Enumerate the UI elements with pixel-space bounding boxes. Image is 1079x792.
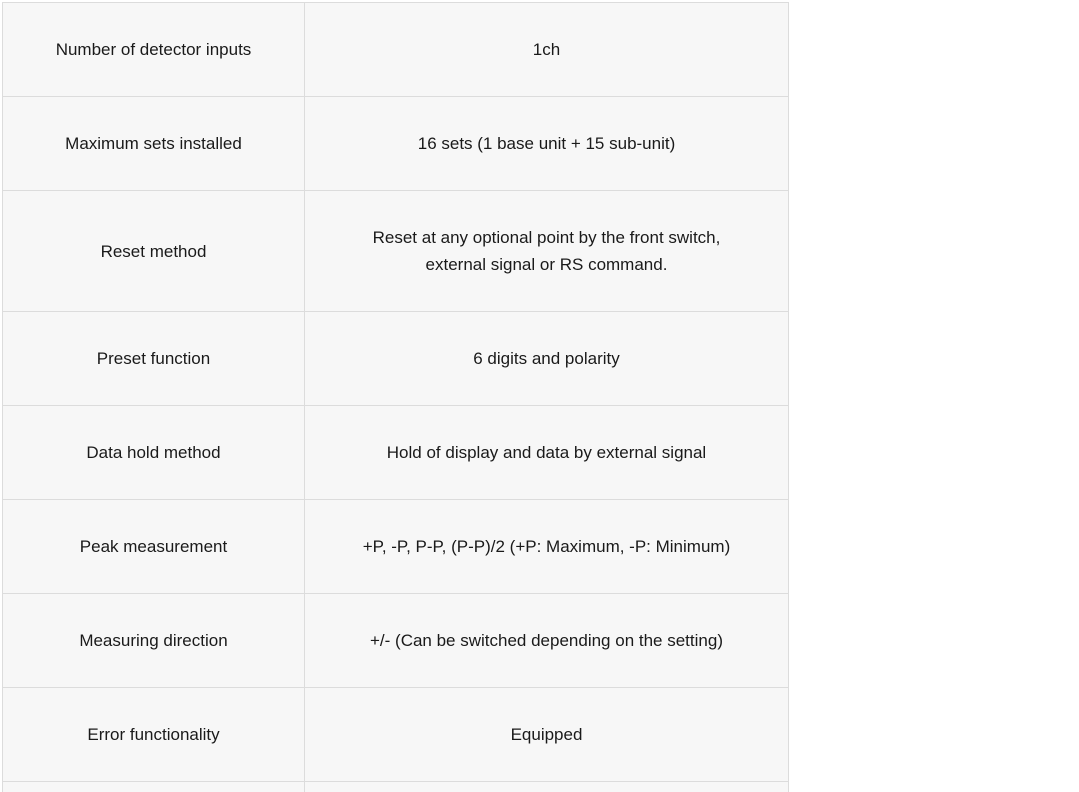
spec-value-line: +/- (Can be switched depending on the setting)	[370, 631, 723, 650]
spec-value	[305, 3, 789, 97]
spec-value-line: Equipped	[510, 725, 583, 744]
spec-label: Measuring direction	[3, 594, 305, 688]
spec-label: Preset function	[3, 312, 305, 406]
table-row	[3, 406, 789, 500]
table-row	[3, 3, 789, 97]
spec-value	[305, 500, 789, 594]
spec-value	[305, 191, 789, 312]
table-row	[3, 500, 789, 594]
spec-table-body	[3, 3, 789, 792]
spec-label: Peak measurement	[3, 500, 305, 594]
spec-value-line: 16 sets (1 base unit + 15 sub-unit)	[417, 134, 676, 153]
spec-value	[305, 688, 789, 782]
spec-value	[305, 97, 789, 191]
spec-label: Error functionality	[3, 688, 305, 782]
spec-label: Maximum sets installed	[3, 97, 305, 191]
spec-value	[305, 312, 789, 406]
spec-label: Data hold method	[3, 406, 305, 500]
spec-table	[2, 2, 789, 792]
spec-label: Reset method	[3, 191, 305, 312]
spec-value	[305, 406, 789, 500]
spec-value-line: +P, -P, P-P, (P-P)/2 (+P: Maximum, -P: Minimum)	[362, 537, 731, 556]
table-row	[3, 312, 789, 406]
spec-value-line: Hold of display and data by external signal	[386, 443, 707, 462]
spec-value-line: external signal or RS command.	[425, 255, 668, 274]
table-row	[3, 688, 789, 782]
spec-value-line: Reset at any optional point by the front switch,	[372, 228, 721, 247]
spec-value-line: 6 digits and polarity	[473, 349, 620, 368]
spec-value	[305, 594, 789, 688]
table-row	[3, 594, 789, 688]
spec-value-line: 1ch	[532, 40, 561, 59]
table-row	[3, 97, 789, 191]
spec-label: Number of detector inputs	[3, 3, 305, 97]
table-row	[3, 191, 789, 312]
